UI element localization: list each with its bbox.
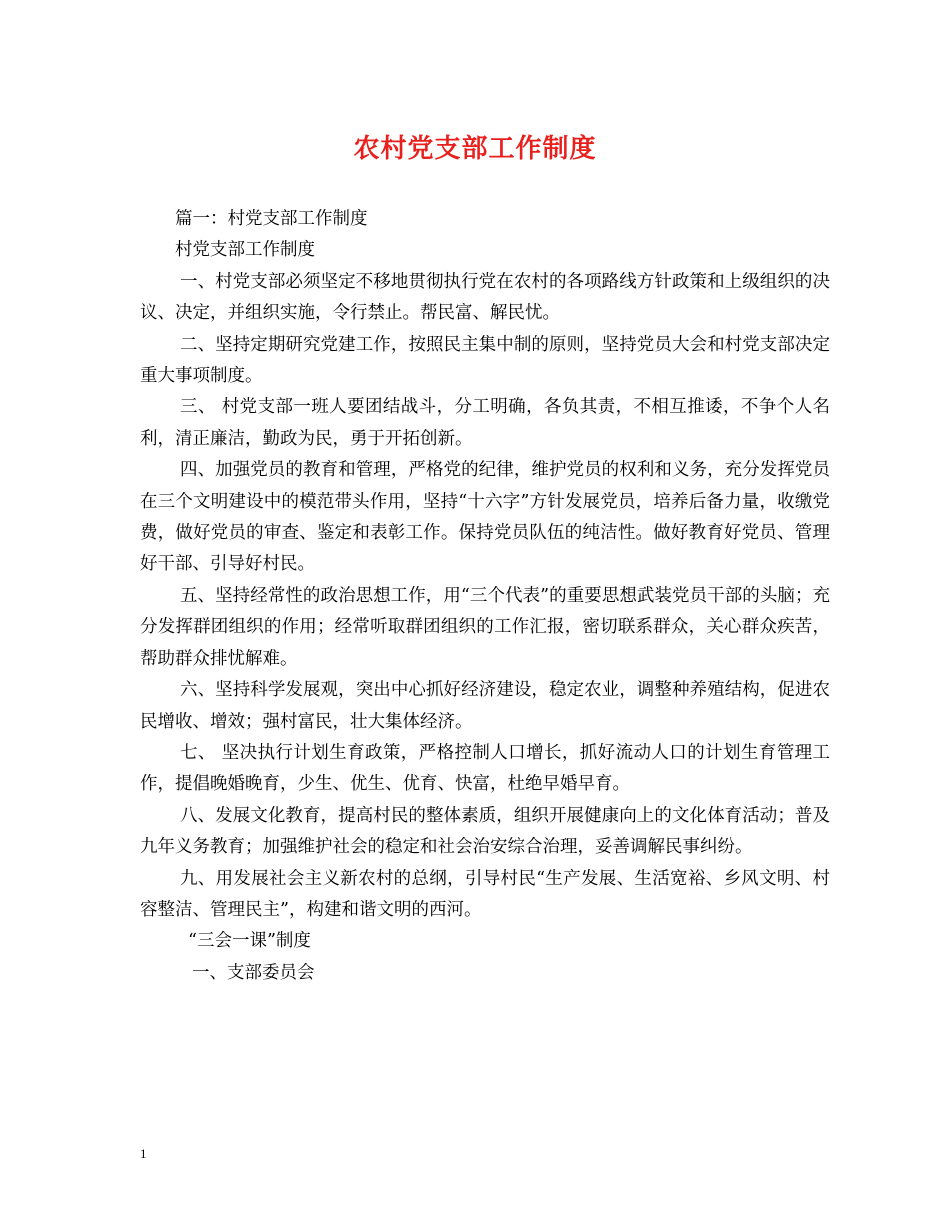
clause-7: 七、 坚决执行计划生育政策，严格控制人口增长，抓好流动人口的计划生育管理工作，提倡晚婚晚育，少生、优生、优育、快富，杜绝早婚早育。 <box>140 742 830 795</box>
section-heading: 篇一：村党支部工作制度 <box>175 209 368 229</box>
clause-8: 八、发展文化教育，提高村民的整体素质，组织开展健康向上的文化体育活动；普及九年义务教育；加强维护社会的稳定和社会治安综合治理，妥善调解民事纠纷。 <box>140 805 830 858</box>
subsection-heading: 村党支部工作制度 <box>175 240 315 261</box>
document-body <box>140 204 830 989</box>
clause-2: 二、坚持定期研究党建工作，按照民主集中制的原则，坚持党员大会和村党支部决定重大事项制度。 <box>140 334 830 387</box>
clause-5: 五、坚持经常性的政治思想工作，用“三个代表”的重要思想武装党员干部的头脑；充分发挥群团组织的作用；经常听取群团组织的工作汇报，密切联系群众，关心群众疾苦，帮助群众排忧解难。 <box>140 585 830 669</box>
clause-9: 九、用发展社会主义新农村的总纲，引导村民“生产发展、生活宽裕、乡风文明、村容整洁、管理民主”，构建和谐文明的西河。 <box>140 868 830 920</box>
meeting-item-1: 一、支部委员会 <box>192 962 315 983</box>
clause-4: 四、加强党员的教育和管理，严格党的纪律，维护党员的权利和义务，充分发挥党员在三个文明建设中的模范带头作用，坚持“十六字”方针发展党员，培养后备力量，收缴党费，做好党员的审查、鉴定和表彰工作。保持党员队伍的纯洁性。做好教育好党员、管理好干部、引导好村民。 <box>140 460 830 575</box>
page-number: 1 <box>140 1146 147 1161</box>
clause-1: 一、村党支部必须坚定不移地贯彻执行党在农村的各项路线方针政策和上级组织的决议、决定，并组织实施，令行禁止。帮民富、解民忧。 <box>140 271 830 324</box>
subsection-heading-meetings: “三会一课”制度 <box>188 931 311 952</box>
document-title: 农村党支部工作制度 <box>353 134 597 164</box>
clause-6: 六、坚持科学发展观，突出中心抓好经济建设，稳定农业，调整种养殖结构，促进农民增收、增效；强村富民，壮大集体经济。 <box>140 680 830 732</box>
clause-3: 三、 村党支部一班人要团结战斗，分工明确，各负其责，不相互推诿，不争个人名利，清正廉洁，勤政为民，勇于开拓创新。 <box>140 397 830 449</box>
